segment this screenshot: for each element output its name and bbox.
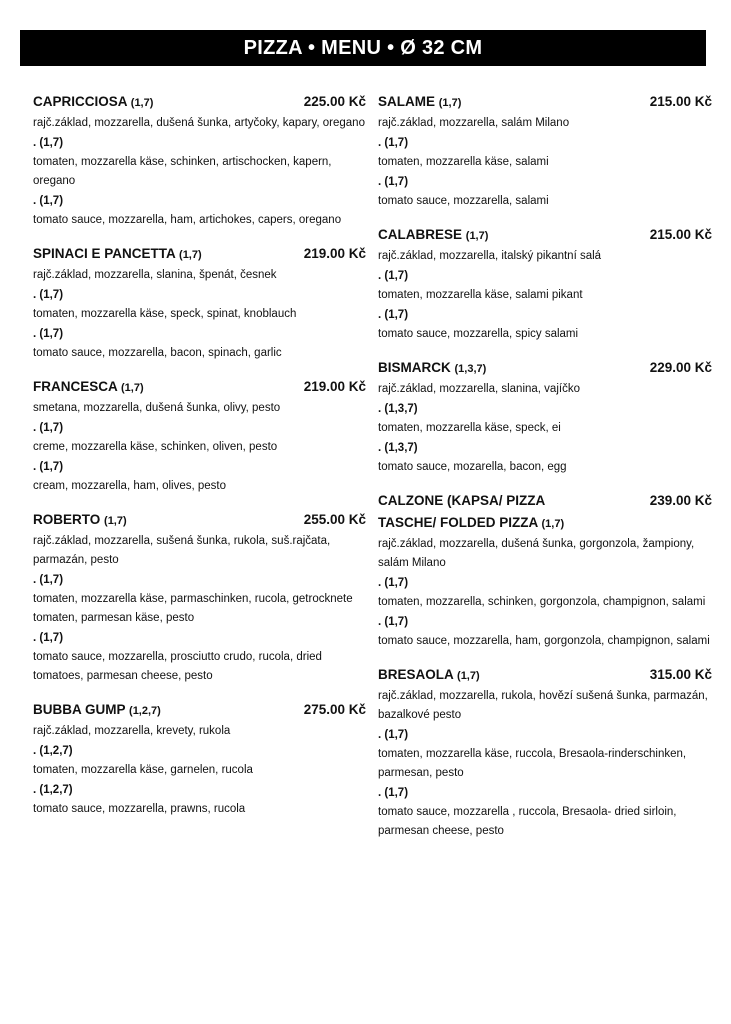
item-name: BRESAOLA (1,7) xyxy=(378,667,480,682)
allergens-en: . (1,7) xyxy=(378,176,409,188)
item-allergens: (1,7) xyxy=(130,97,154,109)
description-en: tomato sauce, mozzarella, ham, artichokes, capers, oregano xyxy=(33,214,342,226)
item-name: CALABRESE (1,7) xyxy=(378,227,489,242)
description-cz: rajč.základ, mozzarella, krevety, rukola xyxy=(33,725,231,737)
description-de: creme, mozzarella käse, schinken, oliven, pesto xyxy=(33,441,278,453)
description-de: tomaten, mozzarella käse, salami xyxy=(378,156,549,168)
menu-item-spinaci-e-pancetta xyxy=(33,243,366,363)
item-allergens: (1,7) xyxy=(541,518,565,530)
allergens-de: . (1,7) xyxy=(33,422,64,434)
item-price: 275.00 Kč xyxy=(303,702,366,717)
description-de: tomaten, mozzarella käse, salami pikant xyxy=(378,289,583,301)
description-en: tomato sauce, mozarella, bacon, egg xyxy=(378,461,567,473)
allergens-de: . (1,3,7) xyxy=(378,403,418,415)
menu-item-calabrese xyxy=(378,224,712,344)
description-cz: rajč.základ, mozzarella, dušená šunka, gorgonzola, žampiony, salám Milano xyxy=(378,538,695,569)
item-price: 255.00 Kč xyxy=(303,512,366,527)
description-en: tomato sauce, mozzarella, prosciutto crudo, rucola, dried tomatoes, parmesan cheese, pesto xyxy=(33,651,322,682)
item-name: SALAME (1,7) xyxy=(378,94,462,109)
description-en: tomato sauce, mozzarella, salami xyxy=(378,195,549,207)
right-menu-column xyxy=(378,91,712,854)
allergens-en: . (1,7) xyxy=(33,461,64,473)
menu-item-bubba-gump xyxy=(33,699,366,819)
item-allergens: (1,7) xyxy=(121,382,144,394)
description-cz: rajč.základ, mozzarella, dušená šunka, artyčoky, kapary, oregano xyxy=(33,117,365,129)
description-de: tomaten, mozzarella, schinken, gorgonzola, champignon, salami xyxy=(378,596,706,608)
description-en: tomato sauce, mozzarella , ruccola, Bresaola- dried sirloin, parmesan cheese, pesto xyxy=(378,806,677,837)
menu-item-roberto xyxy=(33,509,366,686)
allergens-en: . (1,7) xyxy=(378,616,409,628)
allergens-en: . (1,7) xyxy=(378,309,409,321)
allergens-en: . (1,7) xyxy=(378,787,409,799)
allergens-de: . (1,7) xyxy=(33,137,64,149)
menu-item-calzone xyxy=(378,490,712,651)
allergens-de: . (1,7) xyxy=(378,577,409,589)
description-de: tomaten, mozzarella käse, speck, spinat, knoblauch xyxy=(33,308,297,320)
description-en: tomato sauce, mozzarella, spicy salami xyxy=(378,328,579,340)
allergens-de: . (1,7) xyxy=(378,137,409,149)
menu-item-bismarck xyxy=(378,357,712,477)
allergens-de: . (1,7) xyxy=(33,574,64,586)
item-price: 219.00 Kč xyxy=(303,379,366,394)
allergens-en: . (1,7) xyxy=(33,632,64,644)
menu-title-bar xyxy=(20,30,706,66)
description-cz: rajč.základ, mozzarella, slanina, špenát, česnek xyxy=(33,269,277,281)
menu-item-bresaola xyxy=(378,664,712,841)
item-allergens: (1,7) xyxy=(179,249,202,261)
item-price: 315.00 Kč xyxy=(649,667,712,682)
allergens-en: . (1,7) xyxy=(33,195,64,207)
description-cz: rajč.základ, mozzarella, slanina, vajíčko xyxy=(378,383,580,395)
allergens-de: . (1,7) xyxy=(33,289,64,301)
item-allergens: (1,7) xyxy=(438,97,462,109)
item-allergens: (1,2,7) xyxy=(129,705,161,717)
description-de: tomaten, mozzarella käse, parmaschinken, rucola, getrocknete tomaten, parmesan käse, pesto xyxy=(33,593,353,624)
item-price: 219.00 Kč xyxy=(303,246,366,261)
allergens-de: . (1,7) xyxy=(378,270,409,282)
item-name: BUBBA GUMP (1,2,7) xyxy=(33,702,161,717)
allergens-de: . (1,7) xyxy=(378,729,409,741)
item-allergens: (1,3,7) xyxy=(454,363,487,375)
item-allergens: (1,7) xyxy=(465,230,489,242)
item-name: CAPRICCIOSA (1,7) xyxy=(33,94,154,109)
description-cz: rajč.základ, mozzarella, italský pikantní salá xyxy=(378,250,602,262)
allergens-de: . (1,2,7) xyxy=(33,745,73,757)
item-name: FRANCESCA (1,7) xyxy=(33,379,144,394)
description-de: tomaten, mozzarella käse, speck, ei xyxy=(378,422,561,434)
item-price: 229.00 Kč xyxy=(649,360,712,375)
menu-item-salame xyxy=(378,91,712,211)
menu-item-capricciosa xyxy=(33,91,366,230)
description-cz: rajč.základ, mozzarella, sušená šunka, rukola, suš.rajčata, parmazán, pesto xyxy=(33,535,331,566)
item-price: 215.00 Kč xyxy=(649,94,712,109)
item-allergens: (1,7) xyxy=(104,515,127,527)
menu-item-francesca xyxy=(33,376,366,496)
description-cz: rajč.základ, mozzarella, rukola, hovězí sušená šunka, parmazán, bazalkové pesto xyxy=(378,690,708,721)
item-allergens: (1,7) xyxy=(457,670,480,682)
item-name: ROBERTO (1,7) xyxy=(33,512,127,527)
item-name: SPINACI E PANCETTA (1,7) xyxy=(33,246,202,261)
description-en: tomato sauce, mozzarella, bacon, spinach, garlic xyxy=(33,347,282,359)
allergens-en: . (1,3,7) xyxy=(378,442,418,454)
allergens-en: . (1,2,7) xyxy=(33,784,73,796)
description-en: cream, mozzarella, ham, olives, pesto xyxy=(33,480,227,492)
item-name: CALZONE (KAPSA/ PIZZA TASCHE/ FOLDED PIZZA (1,7) xyxy=(378,493,565,530)
description-en: tomato sauce, mozzarella, prawns, rucola xyxy=(33,803,246,815)
item-price: 225.00 Kč xyxy=(303,94,366,109)
item-price: 239.00 Kč xyxy=(649,493,712,508)
item-price: 215.00 Kč xyxy=(649,227,712,242)
menu-title: PIZZA • MENU • Ø 32 CM xyxy=(243,36,483,59)
allergens-en: . (1,7) xyxy=(33,328,64,340)
description-cz: rajč.základ, mozzarella, salám Milano xyxy=(378,117,570,129)
description-de: tomaten, mozzarella käse, garnelen, rucola xyxy=(33,764,253,776)
description-cz: smetana, mozzarella, dušená šunka, olivy, pesto xyxy=(33,402,281,414)
description-en: tomato sauce, mozzarella, ham, gorgonzola, champignon, salami xyxy=(378,635,710,647)
description-de: tomaten, mozzarella käse, ruccola, Bresaola-rinderschinken, parmesan, pesto xyxy=(378,748,687,779)
description-de: tomaten, mozzarella käse, schinken, artischocken, kapern, oregano xyxy=(33,156,332,187)
item-name: BISMARCK (1,3,7) xyxy=(378,360,487,375)
left-menu-column xyxy=(33,91,366,832)
